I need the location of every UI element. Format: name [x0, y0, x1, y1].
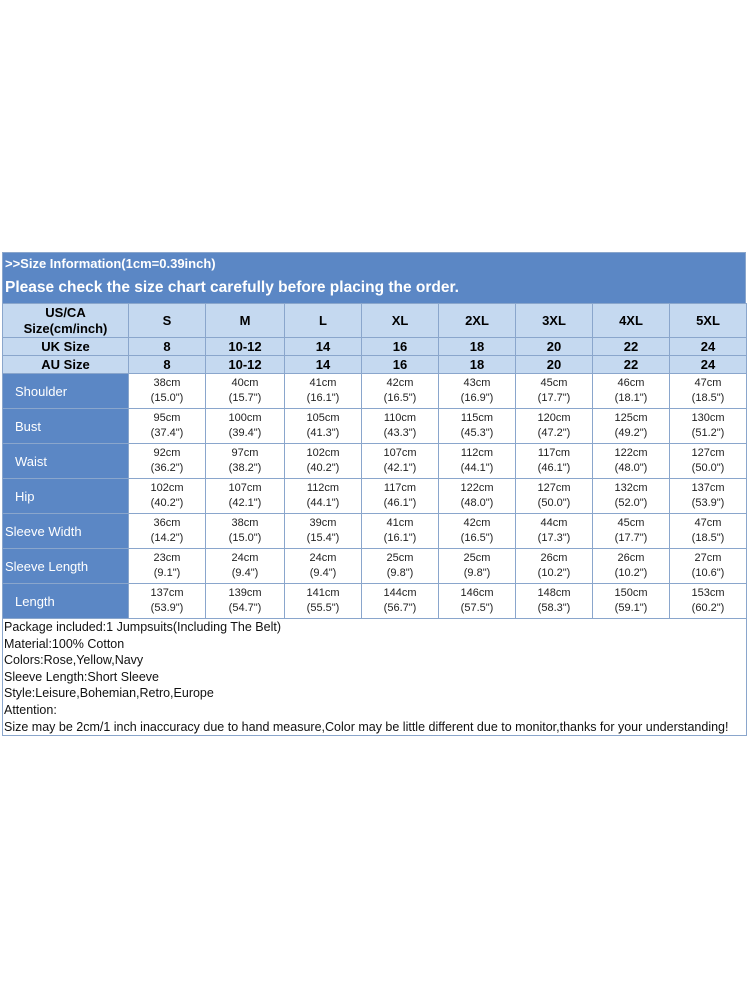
cm-value: 146cm [460, 587, 494, 599]
size-cell: 5XL [670, 304, 747, 338]
cm-value: 40cm [231, 377, 259, 389]
cm-value: 102cm [306, 447, 340, 459]
measurement-cell [593, 514, 670, 549]
cm-value: 107cm [383, 447, 417, 459]
cm-value: 36cm [153, 517, 181, 529]
measurement-cell [206, 479, 285, 514]
inch-value: (50.0") [537, 497, 571, 509]
size-cell: XL [362, 304, 439, 338]
inch-value: (17.3") [537, 532, 571, 544]
cm-value: 112cm [460, 447, 494, 459]
cm-value: 26cm [617, 552, 645, 564]
inch-value: (53.9") [691, 497, 725, 509]
cm-value: 47cm [694, 517, 722, 529]
inch-value: (44.1") [460, 462, 494, 474]
au-size-cell: 8 [129, 356, 206, 374]
inch-value: (46.1") [537, 462, 571, 474]
cm-value: 42cm [386, 377, 414, 389]
measurement-cell [439, 514, 516, 549]
inch-value: (14.2") [150, 532, 184, 544]
inch-value: (16.5") [383, 392, 417, 404]
inch-value: (55.5") [306, 602, 340, 614]
inch-value: (59.1") [614, 602, 648, 614]
uk-size-cell: 22 [593, 338, 670, 356]
inch-value: (48.0") [614, 462, 648, 474]
measurement-cell [439, 479, 516, 514]
measurement-cell [439, 374, 516, 409]
inch-value: (16.5") [460, 532, 494, 544]
measurement-cell [206, 514, 285, 549]
cm-value: 92cm [153, 447, 181, 459]
measurement-cell [362, 514, 439, 549]
measurement-cell [285, 514, 362, 549]
uk-size-cell: 18 [439, 338, 516, 356]
au-size-cell: 10-12 [206, 356, 285, 374]
inch-value: (53.9") [150, 602, 184, 614]
cm-value: 45cm [540, 377, 568, 389]
inch-value: (56.7") [383, 602, 417, 614]
uk-size-cell: 16 [362, 338, 439, 356]
cm-value: 112cm [306, 482, 340, 494]
cm-value: 150cm [614, 587, 648, 599]
inch-value: (10.2") [537, 567, 571, 579]
cm-value: 115cm [460, 412, 494, 424]
cm-value: 39cm [309, 517, 337, 529]
inch-value: (9.8") [386, 567, 414, 579]
inch-value: (15.0") [150, 392, 184, 404]
measurement-cell [362, 409, 439, 444]
cm-value: 132cm [614, 482, 648, 494]
au-size-cell: 18 [439, 356, 516, 374]
au-size-cell: 16 [362, 356, 439, 374]
measurement-cell [593, 479, 670, 514]
au-size-cell: 22 [593, 356, 670, 374]
cm-value: 41cm [386, 517, 414, 529]
measurement-cell [593, 549, 670, 584]
size-cell: S [129, 304, 206, 338]
measurement-cell [285, 549, 362, 584]
measurement-cell [439, 584, 516, 619]
cm-value: 120cm [537, 412, 571, 424]
inch-value: (41.3") [306, 427, 340, 439]
measurement-cell [285, 584, 362, 619]
cm-value: 141cm [306, 587, 340, 599]
au-size-label: AU Size [3, 356, 129, 374]
measurement-cell [439, 444, 516, 479]
inch-value: (40.2") [150, 497, 184, 509]
size-cell: L [285, 304, 362, 338]
measurement-cell [285, 444, 362, 479]
cm-value: 38cm [153, 377, 181, 389]
inch-value: (17.7") [614, 532, 648, 544]
note-line: Size may be 2cm/1 inch inaccuracy due to hand measure,Color may be little different due to monitor,thanks for your understanding! [4, 719, 729, 734]
size-table [2, 303, 747, 619]
measurement-cell [670, 479, 747, 514]
cm-value: 25cm [463, 552, 491, 564]
inch-value: (47.2") [537, 427, 571, 439]
inch-value: (42.1") [228, 497, 262, 509]
measurement-cell [206, 549, 285, 584]
measurement-cell [129, 549, 206, 584]
measurement-cell [362, 479, 439, 514]
inch-value: (15.4") [306, 532, 340, 544]
cm-value: 102cm [150, 482, 184, 494]
inch-value: (58.3") [537, 602, 571, 614]
measurement-row [3, 549, 747, 584]
corner-size-unit: Size(cm/inch) [23, 320, 108, 336]
measurement-cell [670, 584, 747, 619]
inch-value: (60.2") [691, 602, 725, 614]
measurement-cell [362, 549, 439, 584]
cm-value: 105cm [306, 412, 340, 424]
size-cell: 4XL [593, 304, 670, 338]
note-line: Colors:Rose,Yellow,Navy [4, 653, 144, 668]
cm-value: 24cm [309, 552, 337, 564]
inch-value: (9.4") [309, 567, 337, 579]
inch-value: (15.0") [228, 532, 262, 544]
inch-value: (37.4") [150, 427, 184, 439]
inch-value: (39.4") [228, 427, 262, 439]
inch-value: (57.5") [460, 602, 494, 614]
inch-value: (40.2") [306, 462, 340, 474]
inch-value: (51.2") [691, 427, 725, 439]
measurement-cell [593, 409, 670, 444]
cm-value: 127cm [537, 482, 571, 494]
measurement-cell [206, 409, 285, 444]
note-line: Material:100% Cotton [4, 636, 125, 651]
corner-us-ca: US/CA [45, 304, 86, 320]
cm-value: 144cm [383, 587, 417, 599]
inch-value: (18.1") [614, 392, 648, 404]
au-size-cell: 24 [670, 356, 747, 374]
cm-value: 42cm [463, 517, 491, 529]
cm-value: 148cm [537, 587, 571, 599]
inch-value: (16.1") [306, 392, 340, 404]
measurement-row [3, 409, 747, 444]
uk-size-cell: 24 [670, 338, 747, 356]
inch-value: (45.3") [460, 427, 494, 439]
size-chart [2, 252, 746, 736]
size-cell: 3XL [516, 304, 593, 338]
measurement-row [3, 374, 747, 409]
au-size-cell: 20 [516, 356, 593, 374]
cm-value: 137cm [691, 482, 725, 494]
size-check-notice: Please check the size chart carefully before placing the order. [5, 279, 459, 296]
cm-value: 130cm [691, 412, 725, 424]
measurement-row [3, 479, 747, 514]
measurement-cell [516, 479, 593, 514]
cm-value: 25cm [386, 552, 414, 564]
inch-value: (50.0") [691, 462, 725, 474]
us-size-row [3, 304, 747, 338]
note-line: Package included:1 Jumpsuits(Including The Belt) [4, 620, 282, 634]
measurement-cell [129, 409, 206, 444]
measurement-cell [670, 549, 747, 584]
cm-value: 38cm [231, 517, 259, 529]
cm-value: 43cm [463, 377, 491, 389]
uk-size-row [3, 338, 747, 356]
cm-value: 127cm [691, 447, 725, 459]
au-size-row [3, 356, 747, 374]
measurement-label: Bust [3, 409, 129, 444]
inch-value: (16.1") [383, 532, 417, 544]
inch-value: (36.2") [150, 462, 184, 474]
measurement-cell [129, 374, 206, 409]
measurement-cell [362, 584, 439, 619]
cm-value: 110cm [383, 412, 417, 424]
note-line: Sleeve Length:Short Sleeve [4, 669, 159, 684]
measurement-label: Waist [3, 444, 129, 479]
note-line: Style:Leisure,Bohemian,Retro,Europe [4, 686, 214, 701]
measurement-label: Hip [3, 479, 129, 514]
size-cell: M [206, 304, 285, 338]
measurement-cell [285, 374, 362, 409]
au-size-cell: 14 [285, 356, 362, 374]
measurement-cell [206, 584, 285, 619]
inch-value: (15.7") [228, 392, 262, 404]
cm-value: 107cm [228, 482, 262, 494]
measurement-cell [285, 479, 362, 514]
inch-value: (18.5") [691, 392, 725, 404]
inch-value: (43.3") [383, 427, 417, 439]
cm-value: 46cm [617, 377, 645, 389]
note-line: Attention: [4, 702, 57, 717]
measurement-row [3, 584, 747, 619]
inch-value: (44.1") [306, 497, 340, 509]
measurement-cell [516, 444, 593, 479]
cm-value: 47cm [694, 377, 722, 389]
uk-size-cell: 10-12 [206, 338, 285, 356]
measurement-cell [516, 584, 593, 619]
measurement-cell [285, 409, 362, 444]
measurement-cell [516, 374, 593, 409]
measurement-cell [129, 584, 206, 619]
measurement-label: Shoulder [3, 374, 129, 409]
inch-value: (17.7") [537, 392, 571, 404]
inch-value: (38.2") [228, 462, 262, 474]
cm-value: 122cm [614, 447, 648, 459]
inch-value: (9.8") [463, 567, 491, 579]
product-notes [2, 619, 747, 736]
measurement-label: Length [3, 584, 129, 619]
cm-value: 137cm [150, 587, 184, 599]
measurement-cell [362, 444, 439, 479]
size-cell: 2XL [439, 304, 516, 338]
measurement-cell [439, 409, 516, 444]
measurement-cell [670, 514, 747, 549]
inch-value: (54.7") [228, 602, 262, 614]
measurement-cell [670, 374, 747, 409]
cm-value: 100cm [228, 412, 262, 424]
cm-value: 95cm [153, 412, 181, 424]
uk-size-cell: 14 [285, 338, 362, 356]
measurement-cell [593, 444, 670, 479]
inch-value: (18.5") [691, 532, 725, 544]
cm-value: 125cm [614, 412, 648, 424]
inch-value: (10.2") [614, 567, 648, 579]
measurement-label: Sleeve Width [3, 514, 129, 549]
cm-value: 26cm [540, 552, 568, 564]
inch-value: (48.0") [460, 497, 494, 509]
uk-size-cell: 8 [129, 338, 206, 356]
size-info-banner [2, 252, 746, 303]
measurement-cell [129, 514, 206, 549]
inch-value: (16.9") [460, 392, 494, 404]
inch-value: (52.0") [614, 497, 648, 509]
measurement-row [3, 444, 747, 479]
measurement-cell [516, 409, 593, 444]
measurement-label: Sleeve Length [3, 549, 129, 584]
measurement-cell [593, 584, 670, 619]
measurement-cell [439, 549, 516, 584]
cm-value: 122cm [460, 482, 494, 494]
measurement-cell [206, 374, 285, 409]
inch-value: (9.1") [153, 567, 181, 579]
uk-size-label: UK Size [3, 338, 129, 356]
uk-size-cell: 20 [516, 338, 593, 356]
cm-value: 44cm [540, 517, 568, 529]
measurement-cell [516, 549, 593, 584]
cm-value: 153cm [691, 587, 725, 599]
measurement-cell [516, 514, 593, 549]
inch-value: (42.1") [383, 462, 417, 474]
measurement-row [3, 514, 747, 549]
measurement-cell [206, 444, 285, 479]
measurement-cell [362, 374, 439, 409]
inch-value: (10.6") [691, 567, 725, 579]
measurement-cell [129, 479, 206, 514]
cm-value: 23cm [153, 552, 181, 564]
cm-value: 117cm [383, 482, 417, 494]
cm-value: 45cm [617, 517, 645, 529]
inch-value: (9.4") [231, 567, 259, 579]
inch-value: (46.1") [383, 497, 417, 509]
measurement-cell [670, 409, 747, 444]
cm-value: 24cm [231, 552, 259, 564]
measurement-cell [593, 374, 670, 409]
cm-value: 97cm [231, 447, 259, 459]
cm-value: 139cm [228, 587, 262, 599]
cm-value: 27cm [694, 552, 722, 564]
cm-value: 41cm [309, 377, 337, 389]
size-corner-header [3, 304, 129, 338]
size-info-title: >>Size Information(1cm=0.39inch) [5, 256, 216, 271]
measurement-cell [670, 444, 747, 479]
measurement-cell [129, 444, 206, 479]
cm-value: 117cm [537, 447, 571, 459]
inch-value: (49.2") [614, 427, 648, 439]
